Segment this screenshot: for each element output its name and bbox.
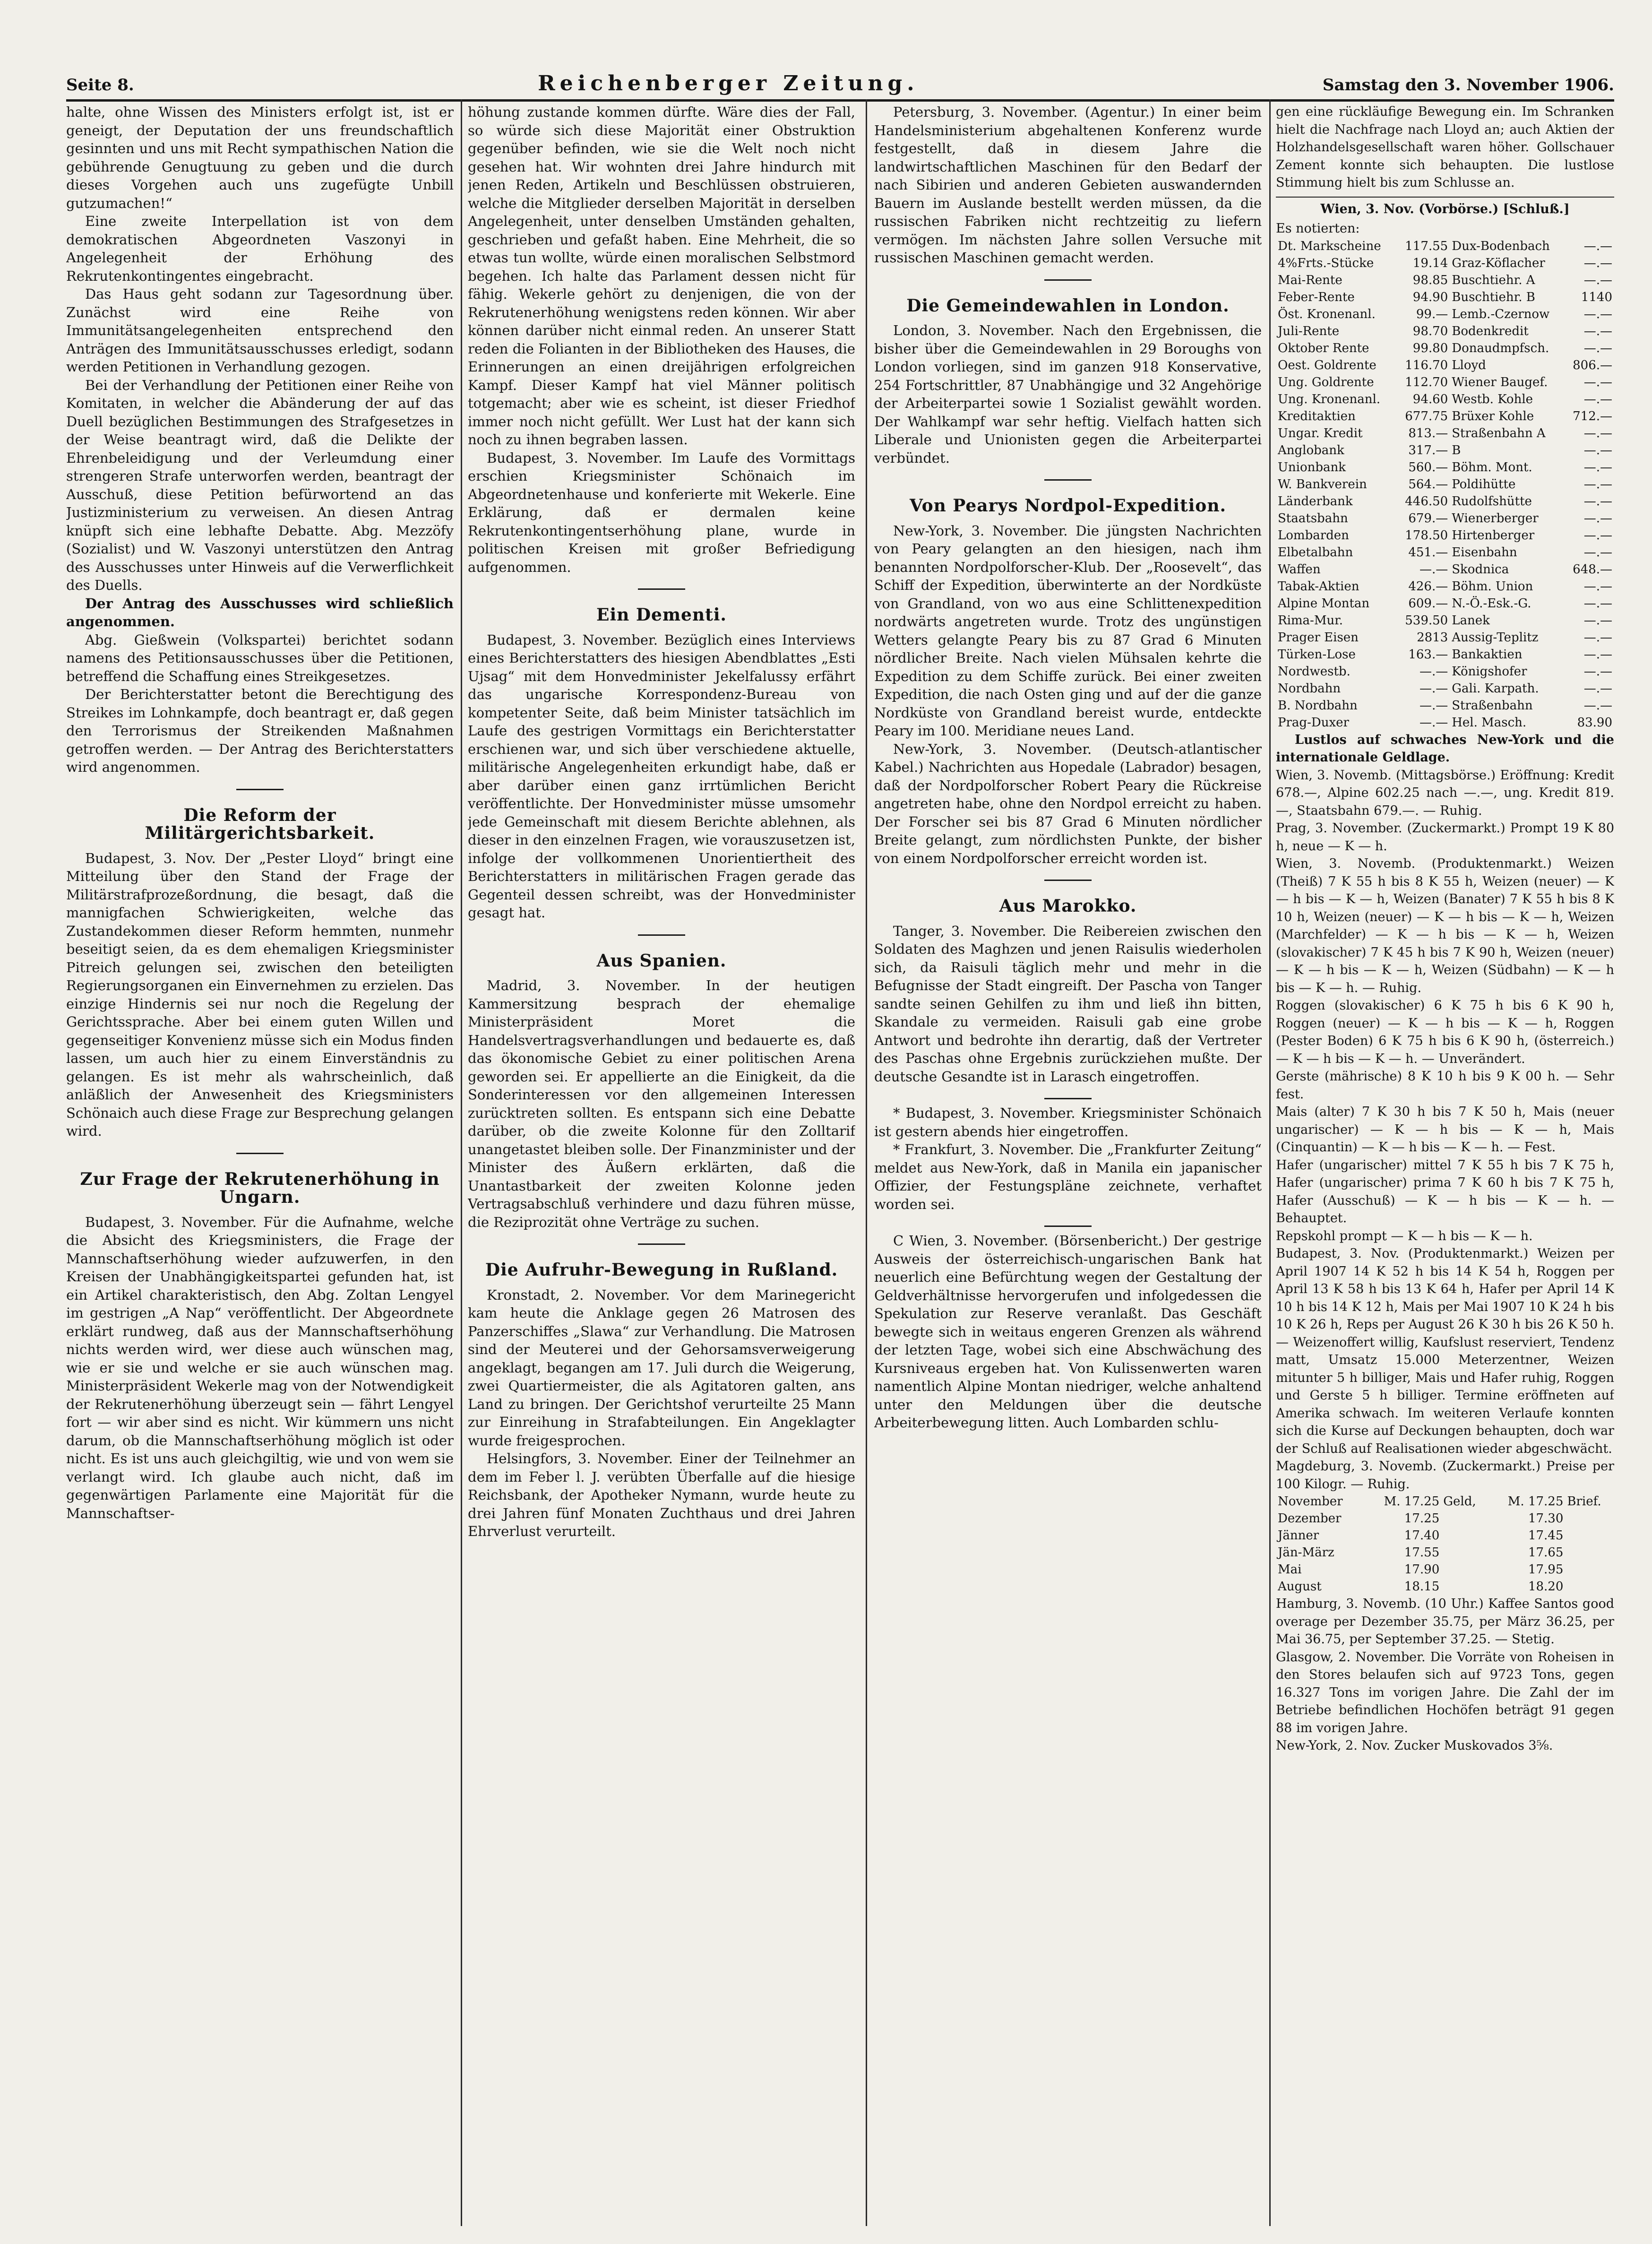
article-paragraph: New-York, 3. November. Die jüngsten Nachrichten von Peary gelangten an den hiesigen, nach ihm benannten Nordpolforscher-Klub. Der „Roosevelt“, das Schiff der Expedition, überwinterte an der Nordküste von Grandland, von wo aus eine Schlittenexpedition nordwärts angetreten wurde. Trotz des ungünstigen Wetters gelangte Peary bis zu 87 Grad 6 Minuten nördlicher Breite. Nach vielen Mühsalen kehrte die Expedition zu dem Schiffe zurück. Bei einer zweiten Expedition, die nach Osten ging und auf der die ganze Nordküste von Grandland bereist wurde, entdeckte Peary im 100. Meridiane neues Land. <box>874 522 1262 739</box>
table-cell: 426.— <box>1408 579 1448 594</box>
table-cell: 679.— <box>1408 511 1448 526</box>
table-cell: —.— <box>1583 528 1612 543</box>
exchange-board-row <box>1276 493 1614 510</box>
table-cell: Dt. Markscheine <box>1278 239 1381 253</box>
table-cell: 17.95 <box>1528 1562 1564 1577</box>
table-cell: Lanek <box>1452 613 1490 628</box>
table-cell: Oktober Rente <box>1278 341 1369 355</box>
market-report: Roggen (slovakischer) 6 K 75 h bis 6 K 90 h, Roggen (neuer) — K — h bis — K — h, Roggen (Pester Boden) 6 K 75 h bis 6 K 90 h, (österreich.) — K — h bis — K — h. — Unverändert. <box>1276 998 1614 1066</box>
table-cell: Geld, <box>1443 1494 1476 1509</box>
table-cell: —.— <box>1419 562 1448 577</box>
table-cell: 4%Frts.-Stücke <box>1278 256 1374 270</box>
table-cell: Buschtiehr. B <box>1452 290 1535 304</box>
headline-dementi: Ein Dementi. <box>596 605 727 625</box>
table-cell: Straßenbahn <box>1452 698 1533 713</box>
exchange-board-row <box>1276 646 1614 663</box>
table-cell: 446.50 <box>1405 494 1448 509</box>
table-cell: Dux-Bodenbach <box>1452 239 1550 253</box>
table-cell: —.— <box>1583 324 1612 338</box>
section-rule <box>1044 479 1092 481</box>
table-cell: Lloyd <box>1452 358 1486 372</box>
table-cell: —.— <box>1583 307 1612 321</box>
section-rule <box>1044 880 1092 881</box>
table-cell <box>1441 1527 1489 1544</box>
table-cell: W. Bankverein <box>1278 477 1367 492</box>
table-cell: Wienerberger <box>1452 511 1539 526</box>
table-cell: Böhm. Mont. <box>1452 460 1532 475</box>
table-cell: Buschtiehr. A <box>1452 273 1535 287</box>
table-cell: Bankaktien <box>1452 647 1523 662</box>
section-rule <box>1044 1226 1092 1227</box>
page-number: Seite 8. <box>66 76 134 95</box>
exchange-board-row <box>1276 697 1614 714</box>
table-cell: M. 17.25 <box>1507 1494 1564 1509</box>
article-paragraph: * Budapest, 3. November. Kriegsminister Schönaich ist gestern abends hier eingetroffen. <box>874 1105 1262 1139</box>
table-cell: Nordwestb. <box>1278 664 1351 679</box>
table-cell: Graz-Köflacher <box>1452 256 1545 270</box>
table-cell: Donaudmpfsch. <box>1452 341 1549 355</box>
newspaper-title: Reichenberger Zeitung. <box>538 71 919 95</box>
section-rule <box>638 588 685 590</box>
table-cell: —.— <box>1583 511 1612 526</box>
table-cell: —.— <box>1583 664 1612 679</box>
column-divider <box>461 99 462 2226</box>
article-paragraph: Kronstadt, 2. November. Vor dem Marinegericht kam heute die Anklage gegen 26 Matrosen des Panzerschiffes „Slawa“ zur Verhandlung. Die Matrosen sind der Meuterei und der Gehorsamsverweigerung angeklagt, begangen am 17. Juli durch die Weigerung, zwei Quartiermeister, die als Agitatoren galten, ans Land zu bringen. Der Gerichtshof verurteilte 25 Mann zur Einreihung in Strafabteilungen. Ein Angeklagter wurde freigesprochen. <box>468 1286 855 1449</box>
table-cell: Brüxer Kohle <box>1452 409 1534 423</box>
article-paragraph: Das Haus geht sodann zur Tagesordnung über. Zunächst wird eine Reihe von Immunitätsangelegenheiten entsprechend den Anträgen des Immunitätsausschusses erledigt, sodann werden Petitionen in Verhandlung gezogen. <box>66 286 454 375</box>
table-cell: Tabak-Aktien <box>1278 579 1359 594</box>
market-report: Glasgow, 2. November. Die Vorräte von Roheisen in den Stores belaufen sich auf 9723 Tons, gegen 16.327 Tons im vorigen Jahre. Die Zahl der im Betriebe befindlichen Hochöfen beträgt 91 gegen 88 im vorigen Jahre. <box>1276 1649 1614 1735</box>
table-cell: 94.60 <box>1412 392 1448 406</box>
table-cell: 98.70 <box>1412 324 1448 338</box>
market-report: Magdeburg, 3. Novemb. (Zuckermarkt.) Preise per 100 Kilogr. — Ruhig. <box>1276 1459 1614 1492</box>
table-cell: 83.90 <box>1577 715 1612 730</box>
table-cell <box>1441 1578 1489 1595</box>
exchange-board-heading: Wien, 3. Nov. (Vorbörse.) [Schluß.] <box>1276 197 1614 218</box>
article-paragraph: höhung zustande kommen dürfte. Wäre dies der Fall, so würde sich diese Majorität einer Obstruktion gegenüber befinden, wie sie die Welt noch nicht gesehen hat. Wir wohnten drei Jahre hindurch mit jenen Reden, Artikeln und Beschlüssen obstruieren, welche die Mitglieder derselben Majorität in derselben Angelegenheit, unter denselben Umständen gehalten, geschrieben und gefaßt haben. Eine Mehrheit, die so etwas tun wollte, würde einen moralischen Selbstmord begehen. Ich halte das Parlament dessen nicht für fähig. Wekerle gehört zu denjenigen, die von der Rekrutenerhöhung wenigstens reden können. Wir aber können darüber nicht einmal reden. An unserer Statt reden die Folianten in der Bibliotheken des Hauses, die Erinnerungen an einen dreijährigen erfolgreichen Kampf. Dieser Kampf hat viel Männer politisch totgemacht; aber wie es scheint, ist dieser Friedhof immer noch nicht gefüllt. Wer Lust hat der kann sich noch zu ihnen begraben lassen. <box>468 104 855 448</box>
article-paragraph: gen eine rückläufige Bewegung ein. Im Schranken hielt die Nachfrage nach Lloyd an; auch Aktien der Holzhandelsgesellschaft waren höher. Gollschauer Zement konnte sich behaupten. Die lustlose Stimmung hielt bis zum Schlusse an. <box>1276 104 1614 190</box>
section-rule <box>1044 1098 1092 1099</box>
market-report: Mais (alter) 7 K 30 h bis 7 K 50 h, Mais (neuer ungarischer) — K — h bis — K — h, Mais (Cinquantin) — K — h bis — K — h. — Fest. <box>1276 1105 1614 1155</box>
table-cell: 17.55 <box>1404 1545 1440 1560</box>
sugar-price-row <box>1276 1544 1614 1561</box>
table-cell: Prager Eisen <box>1278 630 1359 645</box>
column-2 <box>468 99 855 2230</box>
sugar-price-row <box>1276 1493 1614 1510</box>
table-cell: Waffen <box>1278 562 1321 577</box>
table-cell: Brief. <box>1567 1494 1601 1509</box>
market-report: Budapest, 3. Nov. (Produktenmarkt.) Weizen per April 1907 14 K 52 h bis 14 K 54 h, Roggen per April 13 K 58 h bis 13 K 64 h, Hafer per April 14 K 10 h bis 14 K 12 h, Mais per Mai 1907 10 K 24 h bis 10 K 26 h, Reps per August 26 K 30 h bis 26 K 50 h. — Weizenoffert willig, Kaufslust reserviert, Tendenz matt, Umsatz 15.000 Meterzentner, Weizen mitunter 5 h billiger, Mais und Hafer ruhig, Roggen und Gerste 5 h billiger. Termine eröffneten auf Amerika schwach. Im weiteren Verlaufe konnten sich die Kurse auf Deckungen behaupten, doch war der Schluß auf Realisationen wieder abgeschwächt. <box>1276 1246 1614 1456</box>
article-paragraph: Abg. Gießwein (Volkspartei) berichtet sodann namens des Petitionsausschusses über die Petitionen, betreffend die Schaffung eines Streikgesetzes. <box>66 631 454 684</box>
table-cell: Skodnica <box>1452 562 1509 577</box>
table-cell: 117.55 <box>1405 239 1448 253</box>
exchange-board-row <box>1276 595 1614 612</box>
table-cell: 17.40 <box>1404 1528 1440 1543</box>
table-cell: Mai-Rente <box>1278 273 1342 287</box>
table-cell: Kreditaktien <box>1278 409 1356 423</box>
table-cell: Böhm. Union <box>1452 579 1533 594</box>
table-cell: Rudolfshütte <box>1452 494 1532 509</box>
exchange-board-row <box>1276 510 1614 527</box>
market-report: Hamburg, 3. Novemb. (10 Uhr.) Kaffee Santos good overage per Dezember 35.75, per März 36.25, per Mai 36.75, per September 37.25. — Stetig. <box>1276 1597 1614 1647</box>
headline-peary-expedition: Von Pearys Nordpol-Expedition. <box>909 496 1227 516</box>
table-cell: Türken-Lose <box>1278 647 1356 662</box>
article-paragraph: Der Antrag des Ausschusses wird schließlich angenommen. <box>66 595 454 630</box>
table-cell: 539.50 <box>1405 613 1448 628</box>
table-cell: —.— <box>1583 392 1612 406</box>
exchange-board-row <box>1276 578 1614 595</box>
exchange-board-row <box>1276 714 1614 731</box>
table-cell: —.— <box>1583 273 1612 287</box>
article-paragraph: halte, ohne Wissen des Ministers erfolgt ist, ist er geneigt, der Deputation der uns freundschaftlich gesinnten und uns mit Recht sympathischen Nation die gebührende Genugtuung zu geben und die durch dieses Vorgehen auch uns zugefügte Unbill gutzumachen!“ <box>66 104 454 211</box>
table-cell: 712.— <box>1573 409 1612 423</box>
table-cell: Jän-März <box>1278 1545 1334 1560</box>
article-paragraph: Budapest, 3. November. Im Laufe des Vormittags erschien Kriegsminister Schönaich im Abgeordnetenhause und konferierte mit Wekerle. Eine Erklärung, daß er dermalen keine Rekrutenkontingentserhöhung plane, wurde in politischen Kreisen mit großer Befriedigung aufgenommen. <box>468 449 855 575</box>
table-cell: Feber-Rente <box>1278 290 1355 304</box>
table-cell: August <box>1278 1579 1322 1594</box>
table-cell: —.— <box>1583 443 1612 457</box>
table-cell: 99.80 <box>1412 341 1448 355</box>
article-paragraph: Eine zweite Interpellation ist von dem demokratischen Abgeordneten Vaszonyi in Angelegenheit der Erhöhung des Rekrutenkontingentes eingebracht. <box>66 213 454 284</box>
table-cell: Dezember <box>1278 1511 1342 1526</box>
table-cell: Ungar. Kredit <box>1278 426 1363 440</box>
article-paragraph: Petersburg, 3. November. (Agentur.) In einer beim Handelsministerium abgehaltenen Konferenz wurde festgestellt, daß in diesem Jahre die landwirtschaftlichen Maschinen für den Bedarf der nach Sibirien und anderen Gebieten auswandernden Bauern im Auslande bestellt werden müssen, da die russischen Fabriken nicht rechtzeitig zu liefern vermögen. Im nächsten Jahre sollen Versuche mit russischen Maschinen gemacht werden. <box>874 104 1262 266</box>
table-cell: 163.— <box>1408 647 1448 662</box>
exchange-board-row <box>1276 238 1614 255</box>
exchange-board-row <box>1276 340 1614 357</box>
sugar-price-row <box>1276 1578 1614 1595</box>
table-cell <box>1565 1510 1614 1527</box>
exchange-board-subheading: Es notierten: <box>1276 221 1360 236</box>
issue-date: Samstag den 3. November 1906. <box>1322 76 1614 95</box>
table-cell: —.— <box>1583 494 1612 509</box>
table-cell <box>1565 1527 1614 1544</box>
exchange-board-row <box>1276 323 1614 340</box>
section-rule <box>638 934 685 936</box>
headline-recruit-increase: Zur Frage der Rekrutenerhöhung in Ungarn. <box>80 1169 440 1207</box>
exchange-board-row <box>1276 527 1614 544</box>
market-report: Hafer (ungarischer) mittel 7 K 55 h bis 7 K 75 h, Hafer (ungarischer) prima 7 K 60 h bis 7 K 75 h, Hafer (Ausschuß) — K — h bis — K — h. — Behauptet. <box>1276 1157 1614 1226</box>
table-cell: —.— <box>1583 460 1612 475</box>
table-cell: 813.— <box>1408 426 1448 440</box>
table-cell: —.— <box>1419 681 1448 696</box>
article-paragraph: Budapest, 3. Nov. Der „Pester Lloyd“ bringt eine Mitteilung über den Stand der Frage der Militärstrafprozeßordnung, die besagt, daß die mannigfachen Schwierigkeiten, welche das Zustandekommen dieser Reform hemmten, nunmehr beseitigt seien, da es dem ehemaligen Kriegsminister Pitreich gelungen sei, zwischen den beteiligten Regierungsorganen ein Einvernehmen zu erzielen. Das einzige Hindernis sei nur noch die Regelung der Gerichtssprache. Aber bei einem guten Willen und gegenseitiger Konvenienz müsse sich ein Modus finden lassen, um auch hier zu einem Einverständnis zu gelangen. Es ist mehr als wahrscheinlich, daß anläßlich der Anwesenheit des Kriegsministers Schönaich auch diese Frage zur Besprechung gelangen wird. <box>66 850 454 1139</box>
table-cell: Hel. Masch. <box>1452 715 1527 730</box>
exchange-board-table <box>1276 238 1614 731</box>
table-cell: —.— <box>1419 715 1448 730</box>
table-cell: 17.30 <box>1528 1511 1564 1526</box>
table-cell: —.— <box>1583 375 1612 389</box>
exchange-board-row <box>1276 272 1614 289</box>
headline-spain: Aus Spanien. <box>596 950 727 971</box>
article-paragraph: Helsingfors, 3. November. Einer der Teilnehmer an dem im Feber l. J. verübten Überfalle auf die hiesige Reichsbank, der Apotheker Nymann, wurde heute zu drei Jahren fünf Monaten Zuchthaus und drei Jahren Ehrverlust verurteilt. <box>468 1450 855 1539</box>
page-header <box>66 57 1614 102</box>
exchange-board-row <box>1276 544 1614 561</box>
table-cell: Mai <box>1278 1562 1302 1577</box>
table-cell: Straßenbahn A <box>1452 426 1546 440</box>
sugar-price-row <box>1276 1510 1614 1527</box>
table-cell: Prag-Duxer <box>1278 715 1349 730</box>
table-cell <box>1565 1544 1614 1561</box>
table-cell: —.— <box>1419 664 1448 679</box>
table-cell: 18.15 <box>1404 1579 1440 1594</box>
exchange-board-row <box>1276 425 1614 442</box>
table-cell: 178.50 <box>1405 528 1448 543</box>
market-report: Repskohl prompt — K — h bis — K — h. <box>1276 1228 1533 1243</box>
table-cell: 451.— <box>1408 545 1448 560</box>
table-cell: 806.— <box>1573 358 1612 372</box>
table-cell <box>1565 1561 1614 1578</box>
table-cell: Jänner <box>1278 1528 1319 1543</box>
exchange-board-row <box>1276 391 1614 408</box>
table-cell: —.— <box>1583 239 1612 253</box>
table-cell: B. Nordbahn <box>1278 698 1358 713</box>
article-paragraph: C Wien, 3. November. (Börsenbericht.) Der gestrige Ausweis der österreichisch-ungarischen Bank hat neuerlich eine Befürchtung wegen der Gestaltung der Geldverhältnisse hervorgerufen und infolgedessen die Spekulation zur Reserve veranlaßt. Das Geschäft bewegte sich in weitaus engeren Grenzen als während der letzten Tage, wobei sich eine Abschwächung des Kursniveaus ergeben hat. Von Kulissenwerten waren namentlich Alpine Montan niedriger, welche anhaltend unter den Meldungen über die deutsche Arbeiterbewegung litten. Auch Lombarden schlu- <box>874 1233 1262 1431</box>
table-cell: 1140 <box>1581 290 1612 304</box>
exchange-board-row <box>1276 459 1614 476</box>
article-paragraph: Der Berichterstatter betont die Berechtigung des Streikes im Lohnkampfe, doch beantragt er, daß gegen den Terrorismus der Streikenden Maßnahmen getroffen werden. — Der Antrag des Berichterstatters wird angenommen. <box>66 686 454 775</box>
column-4-markets <box>1276 99 1614 2230</box>
table-cell: —.— <box>1583 545 1612 560</box>
table-cell: Eisenbahn <box>1452 545 1517 560</box>
table-cell: Westb. Kohle <box>1452 392 1533 406</box>
headline-russia: Die Aufruhr-Bewegung in Rußland. <box>485 1260 838 1280</box>
market-report: Wien, 3. Novemb. (Mittagsbörse.) Eröffnung: Kredit 678.—, Alpine 602.25 nach —.—, ung. Kredit 819.—, Staatsbahn 679.—. — Ruhig. <box>1276 768 1614 818</box>
table-cell: 677.75 <box>1405 409 1448 423</box>
exchange-board-row <box>1276 408 1614 425</box>
article-paragraph: Bei der Verhandlung der Petitionen einer Reihe von Komitaten, in welcher die Abänderung der auf das Duell bezüglichen Bestimmungen des Strafgesetzes in der Weise beantragt wird, daß die Delikte der Ehrenbeleidigung und der Verleumdung einer strengeren Strafe unterworfen werden, beantragt der Ausschuß, diese Petition befürwortend an das Justizministerium zu verweisen. An diesen Antrag knüpft sich eine lebhafte Debatte. Abg. Mezzöfy (Sozialist) und W. Vaszonyi unterstützen den Antrag des Ausschusses unter Hinweis auf die Verwerflichkeit des Duells. <box>66 377 454 593</box>
table-cell: B <box>1452 443 1461 457</box>
table-cell: 99.— <box>1416 307 1448 321</box>
headline-military-courts: Die Reform der Militärgerichtsbarkeit. <box>145 805 375 843</box>
table-cell: 116.70 <box>1405 358 1448 372</box>
exchange-board-row <box>1276 663 1614 680</box>
table-cell: —.— <box>1583 477 1612 492</box>
table-cell: —.— <box>1583 681 1612 696</box>
table-cell: 560.— <box>1408 460 1448 475</box>
exchange-board-row <box>1276 561 1614 578</box>
section-rule <box>236 1153 284 1154</box>
table-cell: M. 17.25 <box>1384 1494 1440 1509</box>
table-cell: 17.25 <box>1404 1511 1440 1526</box>
table-cell: Rima-Mur. <box>1278 613 1343 628</box>
article-paragraph: Budapest, 3. November. Für die Aufnahme, welche die Absicht des Kriegsministers, die Frage der Mannschaftserhöhung wieder aufzuwerfen, in den Kreisen der Unabhängigkeitspartei gefunden hat, ist ein Artikel charakteristisch, den Abg. Zoltan Lengyel im gestrigen „A Nap“ veröffentlicht. Der Abgeordnete erklärt rundweg, daß aus der Mannschaftserhöhung nichts werden wird, wer diese auch wünschen mag, wie er sie und welche er sie auch wünschen mag. Ministerpräsident Wekerle mag von der Notwendigkeit der Rekrutenerhöhung überzeugt sein — fährt Lengyel fort — wir aber sind es nicht. Wir kümmern uns nicht darum, ob die Mannschaftserhöhung möglich ist oder nicht. Es ist uns auch gleichgiltig, wie und von wem sie verlangt wird. Ich glaube auch nicht, daß im gegenwärtigen Parlamente eine Majorität für die Mannschaftser- <box>66 1214 454 1521</box>
table-cell: Juli-Rente <box>1278 324 1340 338</box>
headline-morocco: Aus Marokko. <box>999 896 1137 916</box>
exchange-board-row <box>1276 442 1614 459</box>
section-rule <box>236 789 284 790</box>
table-cell: 112.70 <box>1405 375 1448 389</box>
market-report: Gerste (mährische) 8 K 10 h bis 9 K 00 h. — Sehr fest. <box>1276 1069 1614 1102</box>
table-cell: Alpine Montan <box>1278 596 1370 611</box>
table-cell: Nordbahn <box>1278 681 1341 696</box>
exchange-board-row <box>1276 255 1614 272</box>
table-cell: 609.— <box>1408 596 1448 611</box>
table-cell: —.— <box>1583 341 1612 355</box>
table-cell: Gali. Karpath. <box>1452 681 1539 696</box>
exchange-board-row <box>1276 374 1614 391</box>
table-cell: 17.65 <box>1528 1545 1564 1560</box>
table-cell: Öst. Kronenanl. <box>1278 307 1376 321</box>
column-divider <box>866 99 867 2226</box>
article-paragraph: London, 3. November. Nach den Ergebnissen, die bisher über die Gemeindewahlen in 29 Boroughs von London vorliegen, sind im ganzen 918 Konservative, 254 Fortschrittler, 87 Unabhängige und 32 Angehörige der Arbeiterpartei sowie 1 Sozialist gewählt worden. Der Wahlkampf war sehr heftig. Vielfach hatten sich Liberale und Unionisten gegen die Arbeiterpartei verbündet. <box>874 322 1262 466</box>
table-cell: 94.90 <box>1412 290 1448 304</box>
table-cell: 2813 <box>1417 630 1448 645</box>
table-cell: Lemb.-Czernow <box>1452 307 1550 321</box>
market-report: New-York, 2. Nov. Zucker Muskovados 3⅝. <box>1276 1738 1553 1753</box>
table-cell: November <box>1278 1494 1343 1509</box>
table-cell: —.— <box>1583 256 1612 270</box>
table-cell: —.— <box>1583 426 1612 440</box>
table-cell <box>1565 1578 1614 1595</box>
exchange-board-row <box>1276 612 1614 629</box>
table-cell: Elbetalbahn <box>1278 545 1353 560</box>
table-cell: Staatsbahn <box>1278 511 1348 526</box>
table-cell: 564.— <box>1408 477 1448 492</box>
table-cell: 98.85 <box>1412 273 1448 287</box>
table-cell: Länderbank <box>1278 494 1353 509</box>
table-cell: —.— <box>1583 613 1612 628</box>
table-cell: 19.14 <box>1412 256 1448 270</box>
section-rule <box>638 1243 685 1245</box>
table-cell: —.— <box>1583 698 1612 713</box>
market-report: Prag, 3. November. (Zuckermarkt.) Prompt 19 K 80 h, neue — K — h. <box>1276 821 1614 854</box>
exchange-board-row <box>1276 476 1614 493</box>
table-cell: Königshofer <box>1452 664 1527 679</box>
table-cell: Aussig-Teplitz <box>1452 630 1539 645</box>
table-cell: Ung. Goldrente <box>1278 375 1374 389</box>
table-cell: Lombarden <box>1278 528 1349 543</box>
table-cell: Anglobank <box>1278 443 1344 457</box>
exchange-board-row <box>1276 629 1614 646</box>
column-1 <box>66 99 454 2230</box>
table-cell <box>1441 1510 1489 1527</box>
table-cell: Hirtenberger <box>1452 528 1535 543</box>
table-cell: 17.45 <box>1528 1528 1564 1543</box>
table-cell: —.— <box>1419 698 1448 713</box>
sugar-price-table <box>1276 1493 1614 1595</box>
table-cell: Poldihütte <box>1452 477 1516 492</box>
exchange-board-row <box>1276 357 1614 374</box>
table-cell: Oest. Goldrente <box>1278 358 1377 372</box>
table-cell: Unionbank <box>1278 460 1346 475</box>
table-cell: N.-Ö.-Esk.-G. <box>1452 596 1532 611</box>
article-paragraph: Budapest, 3. November. Bezüglich eines Interviews eines Berichterstatters des hiesigen Abendblattes „Esti Ujsag“ mit dem Honvedminister Jekelfalussy erfährt das ungarische Korrespondenz-Bureau von kompetenter Seite, daß beim Minister tatsächlich im Laufe des gestrigen Vormittags ein Berichterstatter erschienen war, und sich über verschiedene aktuelle, militärische Angelegenheiten erkundigt habe, daß er aber darüber einen ganz irrtümlichen Bericht veröffentlichte. Der Honvedminister müsse umsomehr jede Gemeinschaft mit diesem Berichte ablehnen, als dieser in den einzelnen Fragen, wie vorauszusetzen ist, infolge der vollkommenen Unorientiertheit des Berichterstatters in militärischen Fragen gerade das Gegenteil dessen schreibt, was der Honvedminister gesagt hat. <box>468 631 855 921</box>
market-report: Wien, 3. Novemb. (Produktenmarkt.) Weizen (Theiß) 7 K 55 h bis 8 K 55 h, Weizen (neuer) — K — h bis — K — h, Weizen (Banater) 7 K 55 h bis 8 K 10 h, Weizen (neuer) — K — h bis — K — h, Weizen (Marchfelder) — K — h bis — K — h, Weizen (slovakischer) 7 K 45 h bis 7 K 90 h, Weizen (neuer) — K — h bis — K — h, Weizen (Südbahn) — K — h bis — K — h. — Ruhig. <box>1276 856 1614 995</box>
table-cell: Bodenkredit <box>1452 324 1529 338</box>
exchange-board-row <box>1276 306 1614 323</box>
table-cell: 317.— <box>1408 443 1448 457</box>
column-3 <box>874 99 1262 2230</box>
article-paragraph: New-York, 3. November. (Deutsch-atlantischer Kabel.) Nachrichten aus Hopedale (Labrador) besagen, daß der Nordpolforscher Robert Peary die Rückreise angetreten habe, ohne den Nordpol erreicht zu haben. Der Forscher sei bis 87 Grad 6 Minuten nördlicher Breite gelangt, zum nördlichsten Punkte, der bisher von einem Nordpolforscher erreicht worden ist. <box>874 741 1262 866</box>
exchange-board-row <box>1276 680 1614 697</box>
table-cell: 18.20 <box>1528 1579 1564 1594</box>
section-rule <box>1044 279 1092 281</box>
table-cell: —.— <box>1583 647 1612 662</box>
table-cell: 17.90 <box>1404 1562 1440 1577</box>
table-cell: Ung. Kronenanl. <box>1278 392 1381 406</box>
column-divider <box>1269 99 1271 2226</box>
table-cell <box>1441 1561 1489 1578</box>
headline-london-elections: Die Gemeindewahlen in London. <box>906 295 1230 316</box>
sugar-price-row <box>1276 1561 1614 1578</box>
table-cell: —.— <box>1583 630 1612 645</box>
article-paragraph: Madrid, 3. November. In der heutigen Kammersitzung besprach der ehemalige Ministerpräsident Moret die Handelsvertragsverhandlungen und bedauerte es, daß das ökonomische Gebiet zu einer politischen Arena geworden sei. Er appellierte an die Einigkeit, da die Sonderinteressen vor den allgemeinen Interessen zurücktreten sollten. Es entspann sich eine Debatte darüber, ob die zweite Kolonne für den Zolltarif unangetastet bleiben solle. Der Finanzminister und der Minister des Äußern erklärten, daß die Unantastbarkeit der zweiten Kolonne jeden Vertragsabschluß verhindere und dazu führen müsse, die Reziprozität ohne Verträge zu suchen. <box>468 977 855 1230</box>
table-cell: 648.— <box>1573 562 1612 577</box>
market-note: Lustlos auf schwaches New-York und die internationale Geldlage. <box>1276 732 1614 765</box>
article-paragraph: Tanger, 3. November. Die Reibereien zwischen den Soldaten des Maghzen und jenen Raisulis wiederholen sich, da Raisuli täglich mehr und mehr in die Befugnisse der Stadt eingreift. Der Pascha von Tanger sandte seinen Gehilfen zu ihm und ließ ihn bitten, Skandale zu vermeiden. Raisuli gab eine grobe Antwort und bedrohte ihn derartig, daß der Vertreter des Paschas ohne Ergebnis zurückziehen mußte. Der deutsche Gesandte ist in Larasch eingetroffen. <box>874 923 1262 1085</box>
article-paragraph: * Frankfurt, 3. November. Die „Frankfurter Zeitung“ meldet aus New-York, daß in Manila ein japanischer Offizier, der Festungspläne zeichnete, verhaftet worden sei. <box>874 1141 1262 1212</box>
exchange-board-row <box>1276 289 1614 306</box>
table-cell: —.— <box>1583 596 1612 611</box>
table-cell <box>1441 1544 1489 1561</box>
sugar-price-row <box>1276 1527 1614 1544</box>
table-cell: Wiener Baugef. <box>1452 375 1548 389</box>
table-cell: —.— <box>1583 579 1612 594</box>
